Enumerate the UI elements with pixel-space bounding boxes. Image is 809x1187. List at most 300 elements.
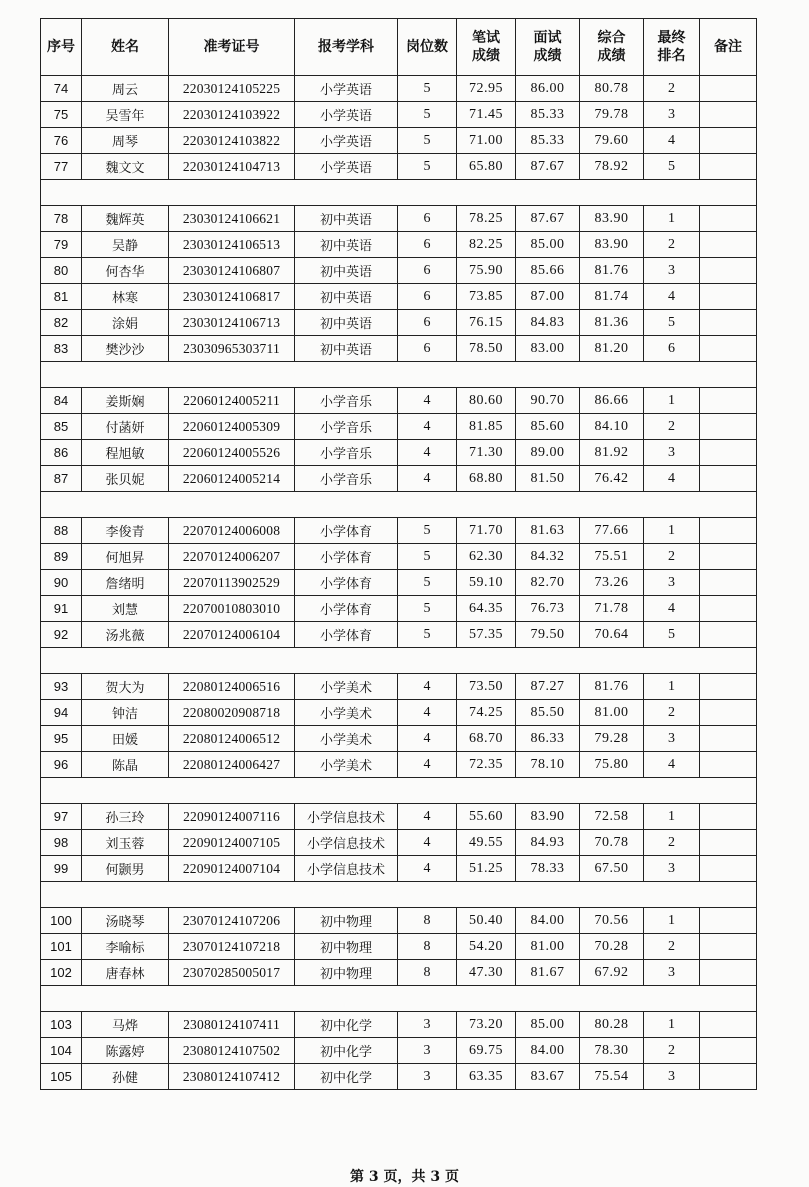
cell-interview-score: 83.00	[516, 336, 580, 362]
cell-final-rank: 2	[644, 544, 700, 570]
cell-remarks	[700, 622, 757, 648]
cell-exam-id: 22060124005214	[169, 466, 295, 492]
cell-seq: 85	[41, 414, 82, 440]
cell-positions: 5	[398, 544, 457, 570]
cell-seq: 94	[41, 700, 82, 726]
table-row	[41, 336, 757, 362]
cell-interview-score: 87.67	[516, 206, 580, 232]
cell-remarks	[700, 232, 757, 258]
cell-final-rank: 4	[644, 466, 700, 492]
cell-composite-score: 70.56	[580, 908, 644, 934]
cell-subject: 初中物理	[295, 908, 398, 934]
cell-name: 李喻标	[82, 934, 169, 960]
header-written-line2: 成绩	[472, 48, 500, 64]
cell-positions: 6	[398, 232, 457, 258]
cell-exam-id: 23080124107412	[169, 1064, 295, 1090]
cell-final-rank: 6	[644, 336, 700, 362]
cell-written-score: 78.25	[457, 206, 516, 232]
table-row	[41, 856, 757, 882]
cell-interview-score: 76.73	[516, 596, 580, 622]
header-rank-line2: 排名	[657, 48, 686, 64]
cell-subject: 小学音乐	[295, 440, 398, 466]
table-row	[41, 908, 757, 934]
cell-remarks	[700, 934, 757, 960]
spacer-cell	[41, 180, 757, 206]
cell-interview-score: 83.90	[516, 804, 580, 830]
cell-name: 陈露婷	[82, 1038, 169, 1064]
cell-positions: 6	[398, 336, 457, 362]
cell-composite-score: 78.92	[580, 154, 644, 180]
cell-written-score: 82.25	[457, 232, 516, 258]
cell-exam-id: 22090124007105	[169, 830, 295, 856]
cell-remarks	[700, 856, 757, 882]
cell-subject: 初中化学	[295, 1012, 398, 1038]
cell-composite-score: 81.36	[580, 310, 644, 336]
cell-interview-score: 84.83	[516, 310, 580, 336]
cell-positions: 8	[398, 908, 457, 934]
cell-seq: 103	[41, 1012, 82, 1038]
cell-written-score: 75.90	[457, 258, 516, 284]
spacer-cell	[41, 362, 757, 388]
cell-subject: 小学英语	[295, 102, 398, 128]
cell-composite-score: 83.90	[580, 232, 644, 258]
cell-interview-score: 81.50	[516, 466, 580, 492]
spacer-cell	[41, 492, 757, 518]
cell-remarks	[700, 388, 757, 414]
cell-seq: 101	[41, 934, 82, 960]
cell-written-score: 73.85	[457, 284, 516, 310]
header-positions: 岗位数	[398, 19, 457, 76]
spacer-cell	[41, 648, 757, 674]
cell-positions: 8	[398, 934, 457, 960]
table-row	[41, 674, 757, 700]
cell-written-score: 63.35	[457, 1064, 516, 1090]
cell-final-rank: 3	[644, 1064, 700, 1090]
table-row	[41, 518, 757, 544]
cell-positions: 5	[398, 518, 457, 544]
group-spacer-row	[41, 986, 757, 1012]
cell-name: 李俊青	[82, 518, 169, 544]
cell-subject: 小学美术	[295, 700, 398, 726]
table-row	[41, 102, 757, 128]
cell-interview-score: 85.00	[516, 1012, 580, 1038]
header-rank-line1: 最终	[657, 30, 686, 46]
table-row	[41, 1038, 757, 1064]
cell-written-score: 71.00	[457, 128, 516, 154]
cell-exam-id: 23070285005017	[169, 960, 295, 986]
cell-name: 魏文文	[82, 154, 169, 180]
cell-subject: 初中英语	[295, 284, 398, 310]
cell-seq: 96	[41, 752, 82, 778]
cell-subject: 初中物理	[295, 960, 398, 986]
cell-exam-id: 22080124006512	[169, 726, 295, 752]
cell-subject: 小学信息技术	[295, 856, 398, 882]
cell-seq: 83	[41, 336, 82, 362]
cell-interview-score: 81.67	[516, 960, 580, 986]
header-interview-line1: 面试	[533, 30, 562, 46]
cell-seq: 78	[41, 206, 82, 232]
cell-remarks	[700, 102, 757, 128]
cell-positions: 5	[398, 76, 457, 102]
cell-exam-id: 23080124107411	[169, 1012, 295, 1038]
cell-seq: 75	[41, 102, 82, 128]
table-row	[41, 466, 757, 492]
cell-composite-score: 76.42	[580, 466, 644, 492]
cell-remarks	[700, 804, 757, 830]
table-header-row	[41, 19, 757, 76]
cell-seq: 100	[41, 908, 82, 934]
cell-subject: 小学美术	[295, 726, 398, 752]
table-row	[41, 570, 757, 596]
cell-exam-id: 23030124106713	[169, 310, 295, 336]
table-row	[41, 544, 757, 570]
cell-positions: 8	[398, 960, 457, 986]
cell-name: 吴雪年	[82, 102, 169, 128]
cell-composite-score: 79.28	[580, 726, 644, 752]
cell-subject: 小学美术	[295, 674, 398, 700]
cell-composite-score: 80.78	[580, 76, 644, 102]
cell-remarks	[700, 960, 757, 986]
cell-exam-id: 22060124005309	[169, 414, 295, 440]
cell-subject: 初中英语	[295, 310, 398, 336]
cell-final-rank: 2	[644, 414, 700, 440]
cell-exam-id: 22070124006104	[169, 622, 295, 648]
cell-interview-score: 86.00	[516, 76, 580, 102]
cell-exam-id: 22070124006207	[169, 544, 295, 570]
cell-exam-id: 22030124103822	[169, 128, 295, 154]
cell-subject: 小学体育	[295, 596, 398, 622]
cell-remarks	[700, 1012, 757, 1038]
cell-name: 周琴	[82, 128, 169, 154]
cell-positions: 3	[398, 1012, 457, 1038]
cell-name: 陈晶	[82, 752, 169, 778]
results-table	[40, 18, 757, 1090]
cell-composite-score: 67.50	[580, 856, 644, 882]
cell-seq: 97	[41, 804, 82, 830]
cell-positions: 4	[398, 700, 457, 726]
cell-exam-id: 22080020908718	[169, 700, 295, 726]
cell-final-rank: 3	[644, 960, 700, 986]
cell-positions: 5	[398, 154, 457, 180]
cell-composite-score: 78.30	[580, 1038, 644, 1064]
cell-interview-score: 84.00	[516, 1038, 580, 1064]
cell-exam-id: 22080124006427	[169, 752, 295, 778]
cell-seq: 76	[41, 128, 82, 154]
cell-final-rank: 1	[644, 388, 700, 414]
cell-seq: 80	[41, 258, 82, 284]
cell-exam-id: 23080124107502	[169, 1038, 295, 1064]
cell-seq: 77	[41, 154, 82, 180]
header-interview-line2: 成绩	[533, 48, 562, 64]
cell-interview-score: 89.00	[516, 440, 580, 466]
header-final-rank	[644, 19, 700, 76]
cell-seq: 88	[41, 518, 82, 544]
cell-positions: 4	[398, 830, 457, 856]
cell-seq: 98	[41, 830, 82, 856]
cell-composite-score: 81.76	[580, 674, 644, 700]
cell-remarks	[700, 414, 757, 440]
cell-exam-id: 22060124005526	[169, 440, 295, 466]
cell-composite-score: 70.78	[580, 830, 644, 856]
cell-seq: 102	[41, 960, 82, 986]
cell-seq: 104	[41, 1038, 82, 1064]
cell-seq: 79	[41, 232, 82, 258]
cell-name: 田媛	[82, 726, 169, 752]
cell-exam-id: 23070124107218	[169, 934, 295, 960]
cell-composite-score: 73.26	[580, 570, 644, 596]
cell-subject: 小学英语	[295, 76, 398, 102]
cell-remarks	[700, 258, 757, 284]
cell-name: 孙三玲	[82, 804, 169, 830]
cell-final-rank: 3	[644, 440, 700, 466]
cell-remarks	[700, 726, 757, 752]
cell-final-rank: 4	[644, 752, 700, 778]
cell-interview-score: 84.93	[516, 830, 580, 856]
header-composite-line2: 成绩	[597, 48, 626, 64]
cell-final-rank: 1	[644, 908, 700, 934]
cell-remarks	[700, 336, 757, 362]
cell-composite-score: 70.64	[580, 622, 644, 648]
cell-written-score: 78.50	[457, 336, 516, 362]
cell-subject: 初中物理	[295, 934, 398, 960]
cell-seq: 82	[41, 310, 82, 336]
cell-seq: 86	[41, 440, 82, 466]
table-row	[41, 830, 757, 856]
cell-final-rank: 2	[644, 1038, 700, 1064]
cell-written-score: 65.80	[457, 154, 516, 180]
cell-interview-score: 85.33	[516, 102, 580, 128]
cell-written-score: 54.20	[457, 934, 516, 960]
cell-written-score: 73.50	[457, 674, 516, 700]
cell-exam-id: 23030124106513	[169, 232, 295, 258]
cell-composite-score: 81.20	[580, 336, 644, 362]
cell-name: 唐春林	[82, 960, 169, 986]
cell-seq: 92	[41, 622, 82, 648]
cell-subject: 小学信息技术	[295, 830, 398, 856]
cell-composite-score: 84.10	[580, 414, 644, 440]
spacer-cell	[41, 882, 757, 908]
cell-final-rank: 2	[644, 830, 700, 856]
table-row	[41, 1012, 757, 1038]
cell-name: 汤晓琴	[82, 908, 169, 934]
cell-final-rank: 2	[644, 76, 700, 102]
table-row	[41, 726, 757, 752]
cell-name: 吴静	[82, 232, 169, 258]
spacer-cell	[41, 778, 757, 804]
cell-interview-score: 78.33	[516, 856, 580, 882]
cell-exam-id: 22060124005211	[169, 388, 295, 414]
cell-final-rank: 1	[644, 804, 700, 830]
cell-name: 林寒	[82, 284, 169, 310]
cell-positions: 4	[398, 752, 457, 778]
cell-exam-id: 22070124006008	[169, 518, 295, 544]
header-composite-score	[580, 19, 644, 76]
cell-written-score: 71.45	[457, 102, 516, 128]
group-spacer-row	[41, 492, 757, 518]
cell-positions: 4	[398, 414, 457, 440]
cell-interview-score: 84.32	[516, 544, 580, 570]
cell-name: 张贝妮	[82, 466, 169, 492]
cell-name: 钟洁	[82, 700, 169, 726]
cell-written-score: 64.35	[457, 596, 516, 622]
cell-subject: 初中化学	[295, 1064, 398, 1090]
cell-name: 詹绪明	[82, 570, 169, 596]
cell-positions: 6	[398, 206, 457, 232]
cell-remarks	[700, 752, 757, 778]
cell-positions: 5	[398, 102, 457, 128]
cell-written-score: 59.10	[457, 570, 516, 596]
cell-positions: 6	[398, 284, 457, 310]
cell-subject: 初中英语	[295, 206, 398, 232]
cell-final-rank: 1	[644, 674, 700, 700]
cell-positions: 3	[398, 1064, 457, 1090]
cell-name: 孙健	[82, 1064, 169, 1090]
cell-interview-score: 85.50	[516, 700, 580, 726]
cell-written-score: 68.80	[457, 466, 516, 492]
cell-name: 姜斯娴	[82, 388, 169, 414]
cell-exam-id: 22070113902529	[169, 570, 295, 596]
header-written-line1: 笔试	[472, 30, 500, 46]
cell-seq: 74	[41, 76, 82, 102]
group-spacer-row	[41, 362, 757, 388]
page-footer: 第 3 页，共 3 页	[350, 1169, 459, 1185]
table-row	[41, 232, 757, 258]
cell-final-rank: 1	[644, 206, 700, 232]
cell-subject: 初中英语	[295, 258, 398, 284]
group-spacer-row	[41, 180, 757, 206]
cell-interview-score: 87.27	[516, 674, 580, 700]
cell-interview-score: 81.00	[516, 934, 580, 960]
cell-remarks	[700, 1064, 757, 1090]
cell-subject: 小学英语	[295, 154, 398, 180]
cell-exam-id: 23030124106807	[169, 258, 295, 284]
cell-seq: 91	[41, 596, 82, 622]
cell-remarks	[700, 440, 757, 466]
cell-subject: 小学音乐	[295, 466, 398, 492]
table-row	[41, 804, 757, 830]
cell-written-score: 73.20	[457, 1012, 516, 1038]
cell-positions: 6	[398, 258, 457, 284]
cell-subject: 初中英语	[295, 336, 398, 362]
cell-name: 贺大为	[82, 674, 169, 700]
cell-written-score: 55.60	[457, 804, 516, 830]
cell-exam-id: 23070124107206	[169, 908, 295, 934]
header-exam-id: 准考证号	[169, 19, 295, 76]
cell-seq: 84	[41, 388, 82, 414]
cell-final-rank: 1	[644, 518, 700, 544]
cell-composite-score: 81.00	[580, 700, 644, 726]
cell-exam-id: 22030124103922	[169, 102, 295, 128]
cell-written-score: 81.85	[457, 414, 516, 440]
cell-written-score: 71.70	[457, 518, 516, 544]
cell-positions: 4	[398, 466, 457, 492]
cell-interview-score: 85.33	[516, 128, 580, 154]
header-subject: 报考学科	[295, 19, 398, 76]
cell-interview-score: 85.66	[516, 258, 580, 284]
header-interview-score	[516, 19, 580, 76]
cell-written-score: 76.15	[457, 310, 516, 336]
cell-composite-score: 67.92	[580, 960, 644, 986]
table-body	[41, 76, 757, 1090]
cell-seq: 89	[41, 544, 82, 570]
cell-interview-score: 87.67	[516, 154, 580, 180]
cell-name: 何杏华	[82, 258, 169, 284]
cell-exam-id: 22090124007104	[169, 856, 295, 882]
cell-interview-score: 85.00	[516, 232, 580, 258]
table-row	[41, 752, 757, 778]
cell-subject: 小学体育	[295, 622, 398, 648]
cell-remarks	[700, 1038, 757, 1064]
cell-positions: 5	[398, 596, 457, 622]
cell-positions: 5	[398, 570, 457, 596]
cell-written-score: 74.25	[457, 700, 516, 726]
cell-exam-id: 23030124106817	[169, 284, 295, 310]
table-row	[41, 596, 757, 622]
header-remarks: 备注	[700, 19, 757, 76]
cell-remarks	[700, 700, 757, 726]
cell-remarks	[700, 76, 757, 102]
cell-positions: 6	[398, 310, 457, 336]
cell-final-rank: 4	[644, 128, 700, 154]
cell-interview-score: 78.10	[516, 752, 580, 778]
cell-composite-score: 80.28	[580, 1012, 644, 1038]
cell-subject: 初中化学	[295, 1038, 398, 1064]
cell-exam-id: 22080124006516	[169, 674, 295, 700]
cell-written-score: 49.55	[457, 830, 516, 856]
cell-name: 马烨	[82, 1012, 169, 1038]
cell-subject: 小学体育	[295, 518, 398, 544]
cell-positions: 3	[398, 1038, 457, 1064]
cell-exam-id: 22090124007116	[169, 804, 295, 830]
cell-seq: 87	[41, 466, 82, 492]
cell-written-score: 69.75	[457, 1038, 516, 1064]
cell-name: 魏辉英	[82, 206, 169, 232]
cell-name: 何旭昇	[82, 544, 169, 570]
cell-final-rank: 5	[644, 622, 700, 648]
table-row	[41, 128, 757, 154]
cell-positions: 4	[398, 804, 457, 830]
cell-remarks	[700, 518, 757, 544]
cell-name: 刘玉蓉	[82, 830, 169, 856]
cell-final-rank: 3	[644, 570, 700, 596]
cell-final-rank: 1	[644, 1012, 700, 1038]
cell-composite-score: 81.74	[580, 284, 644, 310]
cell-final-rank: 2	[644, 232, 700, 258]
cell-final-rank: 4	[644, 284, 700, 310]
cell-interview-score: 84.00	[516, 908, 580, 934]
cell-final-rank: 3	[644, 102, 700, 128]
group-spacer-row	[41, 882, 757, 908]
cell-exam-id: 23030965303711	[169, 336, 295, 362]
cell-positions: 4	[398, 674, 457, 700]
cell-written-score: 47.30	[457, 960, 516, 986]
cell-written-score: 72.35	[457, 752, 516, 778]
table-row	[41, 154, 757, 180]
cell-name: 付菡妍	[82, 414, 169, 440]
cell-seq: 90	[41, 570, 82, 596]
cell-remarks	[700, 908, 757, 934]
cell-composite-score: 81.76	[580, 258, 644, 284]
cell-remarks	[700, 284, 757, 310]
cell-subject: 初中英语	[295, 232, 398, 258]
cell-name: 汤兆薇	[82, 622, 169, 648]
cell-name: 樊沙沙	[82, 336, 169, 362]
cell-written-score: 68.70	[457, 726, 516, 752]
cell-remarks	[700, 544, 757, 570]
cell-composite-score: 75.54	[580, 1064, 644, 1090]
table-row	[41, 1064, 757, 1090]
cell-remarks	[700, 310, 757, 336]
